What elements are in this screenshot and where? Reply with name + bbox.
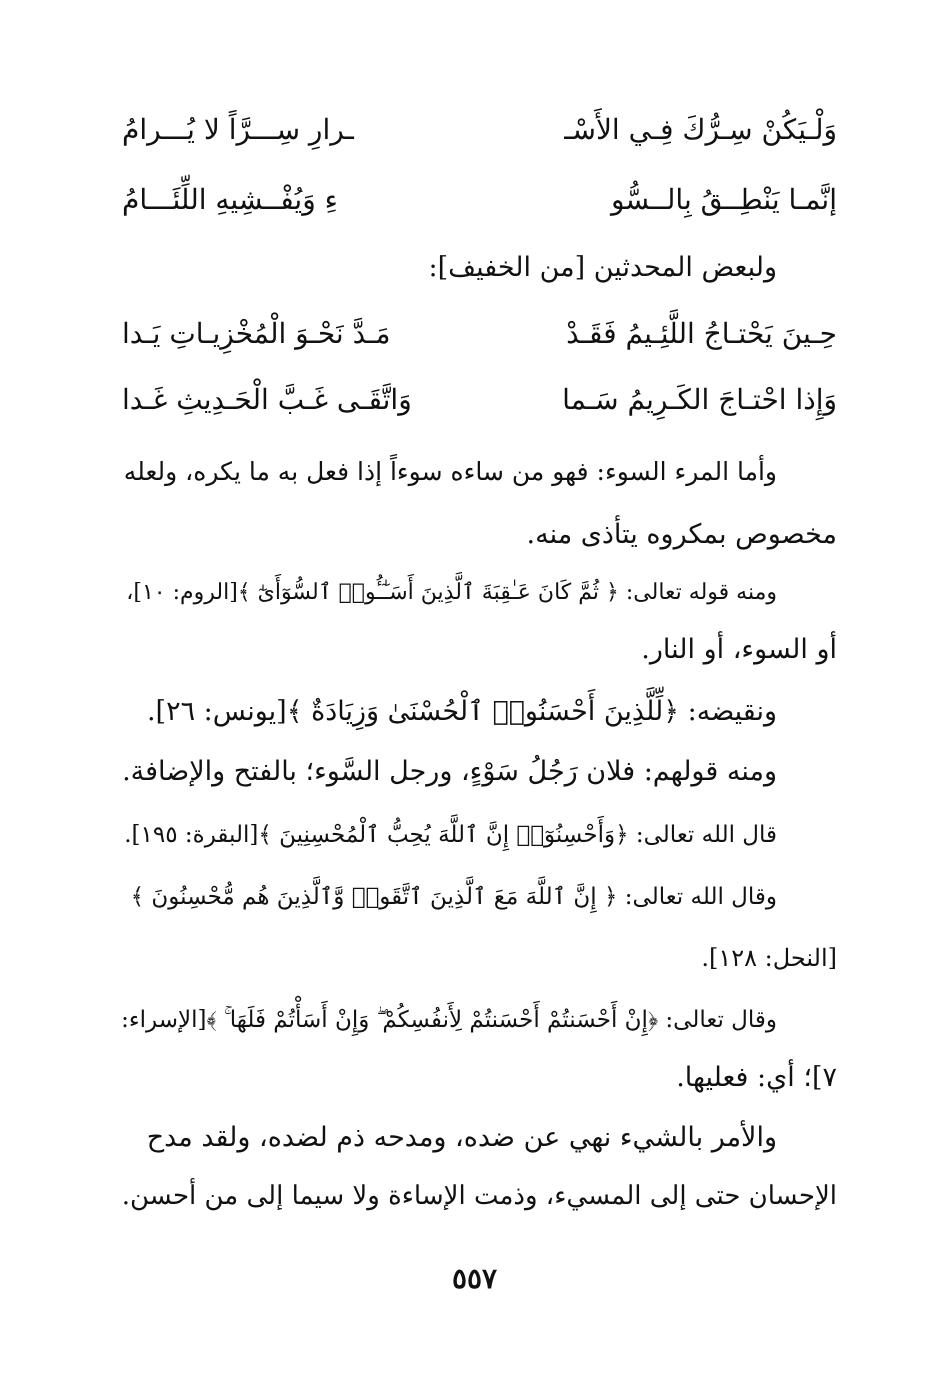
paragraph-1-line-2: مخصوص بمكروه يتأذى منه.	[526, 519, 837, 550]
paragraph-1-line-1: وأما المرء السوء: فهو من ساءه سوءاً إذا فعل به ما يكره، ولعله	[123, 457, 777, 486]
poem-intro: ولبعض المحدثين [من الخفيف]:	[428, 252, 777, 283]
verse-1-first-hemistich: وَلْـيَكُنْ سِـرُّكَ فِـي الأَسْـ	[564, 113, 837, 146]
paragraph-3: ونقيضه: ﴿لِّلَّذِينَ أَحْسَنُوا۟ ٱلْحُسْنَىٰ وَزِيَادَةٌ ﴾[يونس: ٢٦].	[146, 696, 777, 727]
verse-4-first-hemistich: وَإِذا احْتـاجَ الكَـرِيمُ سَـما	[562, 383, 837, 416]
verse-4-second-hemistich: وَاتَّقَـى غَـبَّ الْحَـدِيثِ غَـدا	[122, 383, 412, 416]
page-number: ٥٥٧	[451, 1262, 498, 1295]
paragraph-2-line-2: أو السوء، أو النار.	[641, 634, 837, 665]
verse-2-second-hemistich: ءِ وَيُفْــشِيهِ اللِّئَـــامُ	[122, 183, 338, 216]
verse-2-first-hemistich: إنَّمـا يَنْطِــقُ بِالــسُّو	[611, 183, 837, 216]
paragraph-7-line-1: وقال تعالى: ﴿إِنْ أَحْسَنتُمْ أَحْسَنتُمْ لِأَنفُسِكُمْ ۖ وَإِنْ أَسَأْتُمْ فَلَهَا ۚ ﴾[الإسراء:	[121, 1007, 777, 1033]
paragraph-2-line-1: ومنه قوله تعالى: ﴿ ثُمَّ كَانَ عَـٰقِبَةَ ٱلَّذِينَ أَسَـٰٓـُٔوا۟ ٱلسُّوٓأَىٰٓ ﴾[الروم: ١٠]،	[126, 580, 777, 605]
paragraph-6-line-1: وقال الله تعالى: ﴿ إِنَّ ٱللَّهَ مَعَ ٱلَّذِينَ ٱتَّقَوا۟ وَّٱلَّذِينَ هُم مُّحْسِنُونَ ﴾	[130, 884, 777, 910]
verse-3-first-hemistich: حِـينَ يَحْتـاجُ اللَّئِـيمُ فَقَـدْ	[566, 317, 837, 350]
verse-3-second-hemistich: مَـدَّ نَحْـوَ الْمُخْزِيـاتِ يَـدا	[122, 317, 391, 350]
paragraph-6-line-2: [النحل: ١٢٨].	[701, 944, 837, 972]
paragraph-8-line-2: الإحسان حتى إلى المسيء، وذمت الإساءة ولا سيما إلى من أحسن.	[121, 1181, 837, 1211]
paragraph-7-line-2: ٧]؛ أي: فعليها.	[676, 1062, 837, 1093]
verse-1-second-hemistich: ـرارِ سِـــرَّاً لا يُـــرامُ	[122, 113, 354, 146]
paragraph-5: قال الله تعالى: ﴿وَأَحْسِنُوٓا۟ إِنَّ ٱللَّهَ يُحِبُّ ٱلْمُحْسِنِينَ ﴾[البقرة: ١٩٥].	[124, 822, 777, 848]
paragraph-8-line-1: والأمر بالشيء نهي عن ضده، ومدحه ذم لضده، ولقد مدح	[146, 1122, 777, 1153]
paragraph-4: ومنه قولهم: فلان رَجُلُ سَوْءٍ، ورجل السَّوء؛ بالفتح والإضافة.	[122, 756, 777, 787]
